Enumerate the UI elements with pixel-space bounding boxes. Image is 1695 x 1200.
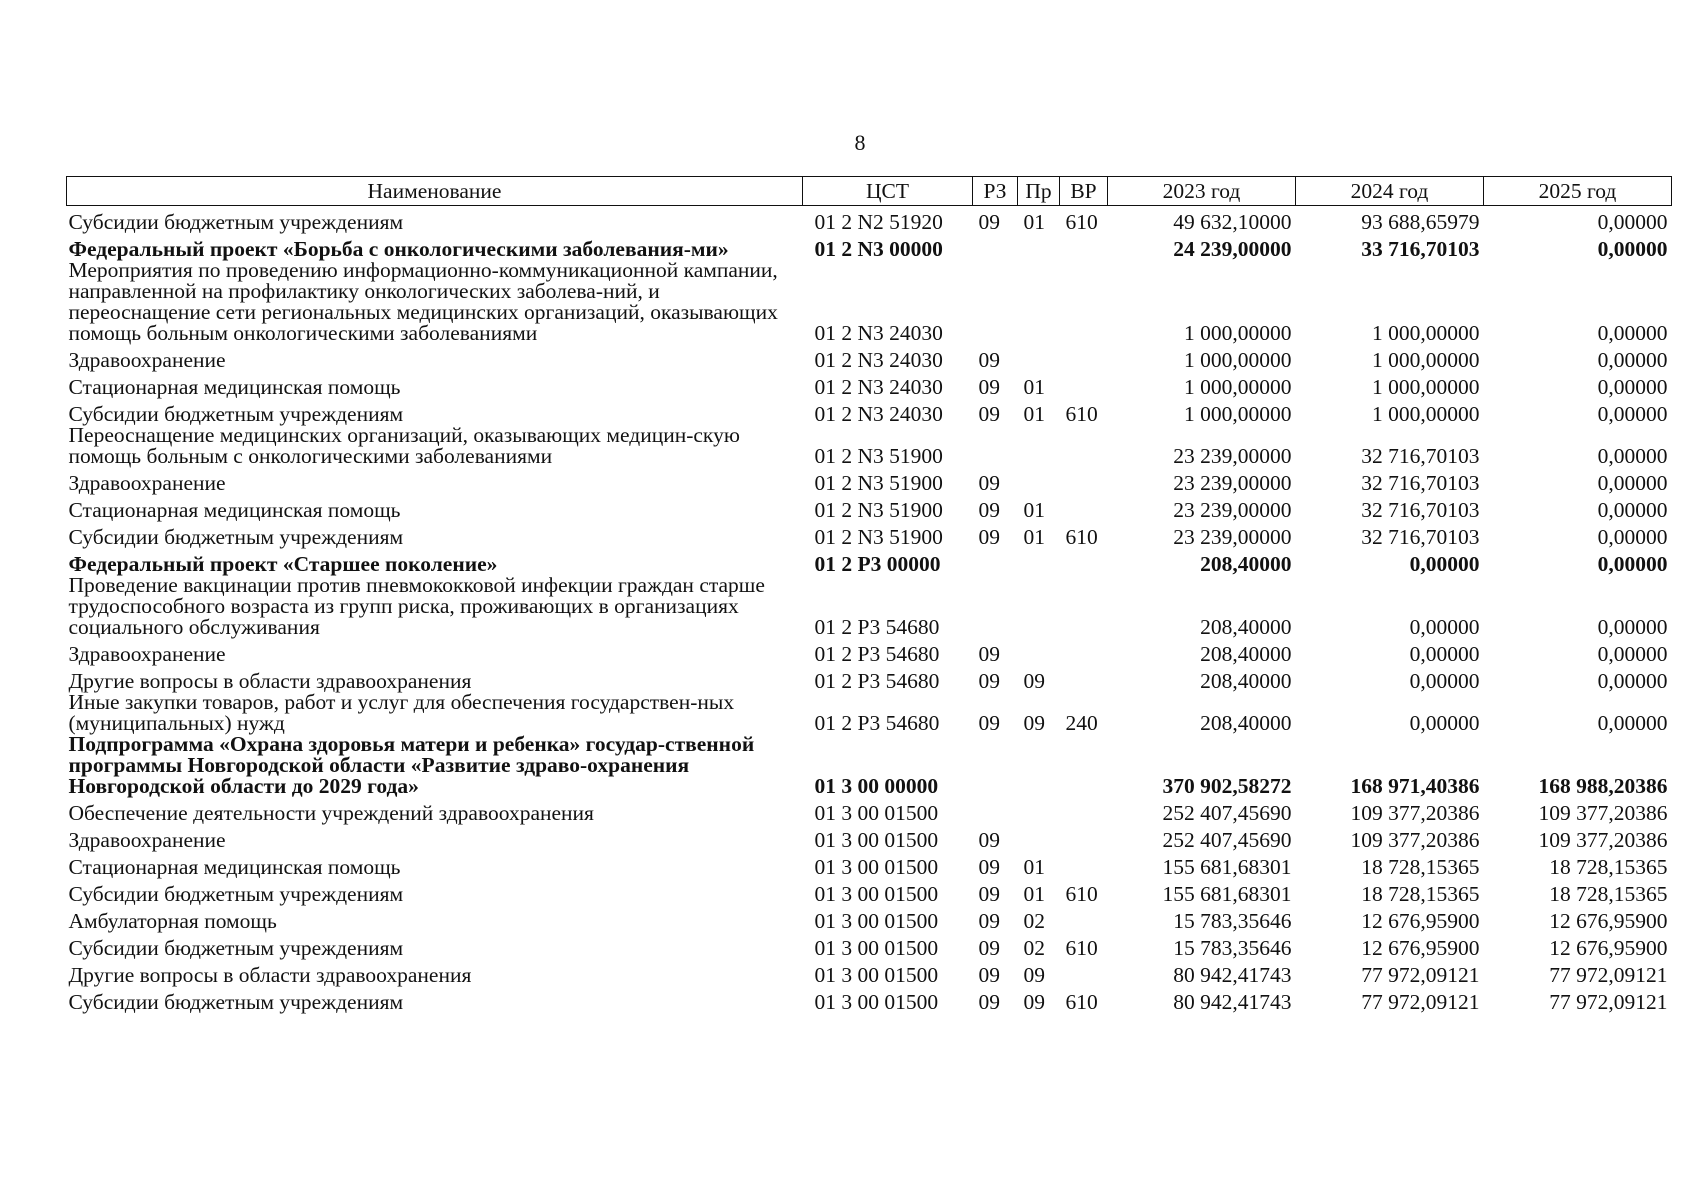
cell-rz: 09 bbox=[978, 642, 1000, 666]
cell-rz: 09 bbox=[978, 963, 1000, 987]
cell-name: Субсидии бюджетным учреждениям bbox=[68, 210, 404, 234]
cell-rz: 09 bbox=[978, 882, 1000, 906]
cell-2025: 0,00000 bbox=[1597, 471, 1668, 495]
cell-vr bbox=[1060, 548, 1108, 575]
cell-pr: 02 bbox=[1023, 909, 1045, 933]
table-body bbox=[67, 206, 1672, 1014]
cell-vr: 610 bbox=[1065, 990, 1098, 1014]
cell-name: Здравоохранение bbox=[68, 642, 226, 666]
cell-cst: 01 3 00 01500 bbox=[814, 828, 939, 852]
cell-2025: 0,00000 bbox=[1597, 552, 1668, 576]
cell-2024: 18 728,15365 bbox=[1361, 855, 1480, 879]
cell-vr bbox=[1060, 905, 1108, 932]
cell-2025: 0,00000 bbox=[1597, 642, 1668, 666]
cell-2024: 32 716,70103 bbox=[1361, 444, 1480, 468]
cell-name: Здравоохранение bbox=[68, 828, 226, 852]
cell-rz: 09 bbox=[978, 936, 1000, 960]
cell-rz bbox=[973, 233, 1018, 260]
cell-vr bbox=[1060, 233, 1108, 260]
header-cst: ЦСТ bbox=[803, 177, 973, 206]
cell-2024: 12 676,95900 bbox=[1361, 936, 1480, 960]
table-row bbox=[67, 824, 1672, 851]
cell-cst: 01 3 00 01500 bbox=[814, 801, 939, 825]
cell-pr: 01 bbox=[1023, 402, 1045, 426]
cell-2023: 24 239,00000 bbox=[1173, 237, 1292, 261]
cell-cst: 01 3 00 01500 bbox=[814, 882, 939, 906]
cell-pr bbox=[1018, 824, 1060, 851]
cell-rz bbox=[973, 548, 1018, 575]
cell-name: Обеспечение деятельности учреждений здравоохранения bbox=[68, 801, 594, 825]
cell-cst: 01 3 00 01500 bbox=[814, 909, 939, 933]
table-row bbox=[67, 665, 1672, 692]
cell-cst: 01 2 N3 51900 bbox=[814, 525, 943, 549]
cell-cst: 01 3 00 00000 bbox=[814, 774, 939, 798]
cell-name: Субсидии бюджетным учреждениям bbox=[68, 990, 404, 1014]
cell-name: Субсидии бюджетным учреждениям bbox=[68, 882, 404, 906]
cell-pr: 01 bbox=[1023, 210, 1045, 234]
cell-name: Субсидии бюджетным учреждениям bbox=[68, 402, 404, 426]
cell-rz bbox=[973, 575, 1018, 638]
table-row bbox=[67, 344, 1672, 371]
table-row bbox=[67, 233, 1672, 260]
cell-2024: 32 716,70103 bbox=[1361, 525, 1480, 549]
cell-2023: 1 000,00000 bbox=[1184, 402, 1292, 426]
cell-2023: 155 681,68301 bbox=[1162, 855, 1292, 879]
cell-cst: 01 2 P3 54680 bbox=[814, 642, 940, 666]
cell-pr: 01 bbox=[1023, 855, 1045, 879]
cell-name: Мероприятия по проведению информационно-коммуникационной кампании, направленной на профилактику онкологических заболева-ний, и переоснащение сети региональных медицинских организаций, оказывающих помощь больным онкологическими заболеваниями bbox=[68, 258, 778, 345]
cell-2025: 0,00000 bbox=[1597, 444, 1668, 468]
table-row bbox=[67, 734, 1672, 797]
cell-2023: 23 239,00000 bbox=[1173, 471, 1292, 495]
cell-2025: 109 377,20386 bbox=[1538, 801, 1668, 825]
cell-name: Амбулаторная помощь bbox=[68, 909, 277, 933]
cell-2024: 77 972,09121 bbox=[1361, 963, 1480, 987]
cell-rz: 09 bbox=[978, 669, 1000, 693]
cell-vr bbox=[1060, 494, 1108, 521]
cell-name: Подпрограмма «Охрана здоровья матери и ребенка» государ-ственной программы Новгородской области «Развитие здраво-охранения Новгородской области до 2029 года» bbox=[68, 732, 755, 798]
cell-2023: 1 000,00000 bbox=[1184, 321, 1292, 345]
cell-vr bbox=[1060, 575, 1108, 638]
cell-2023: 208,40000 bbox=[1200, 711, 1292, 735]
cell-cst: 01 2 P3 54680 bbox=[814, 615, 940, 639]
cell-rz: 09 bbox=[978, 525, 1000, 549]
cell-2023: 23 239,00000 bbox=[1173, 444, 1292, 468]
cell-2025: 0,00000 bbox=[1597, 348, 1668, 372]
cell-vr bbox=[1060, 260, 1108, 344]
cell-vr bbox=[1060, 959, 1108, 986]
cell-name: Переоснащение медицинских организаций, оказывающих медицин-скую помощь больным с онкологическими заболеваниями bbox=[68, 423, 740, 468]
cell-2024: 18 728,15365 bbox=[1361, 882, 1480, 906]
cell-pr bbox=[1018, 638, 1060, 665]
cell-2024: 32 716,70103 bbox=[1361, 471, 1480, 495]
cell-vr bbox=[1060, 797, 1108, 824]
cell-pr: 09 bbox=[1023, 711, 1045, 735]
cell-rz bbox=[973, 260, 1018, 344]
cell-2023: 1 000,00000 bbox=[1184, 348, 1292, 372]
cell-vr: 240 bbox=[1065, 711, 1098, 735]
cell-2025: 12 676,95900 bbox=[1549, 909, 1668, 933]
cell-2023: 80 942,41743 bbox=[1173, 963, 1292, 987]
cell-2025: 0,00000 bbox=[1597, 525, 1668, 549]
cell-cst: 01 2 N3 24030 bbox=[814, 321, 943, 345]
cell-2023: 208,40000 bbox=[1200, 669, 1292, 693]
cell-name: Субсидии бюджетным учреждениям bbox=[68, 525, 404, 549]
cell-name: Проведение вакцинации против пневмококковой инфекции граждан старше трудоспособного возраста из групп риска, проживающих в организациях социального обслуживания bbox=[68, 573, 765, 639]
table-row bbox=[67, 932, 1672, 959]
cell-2023: 252 407,45690 bbox=[1162, 801, 1292, 825]
cell-2024: 32 716,70103 bbox=[1361, 498, 1480, 522]
table-row bbox=[67, 521, 1672, 548]
cell-pr bbox=[1018, 233, 1060, 260]
table-row bbox=[67, 494, 1672, 521]
cell-2024: 1 000,00000 bbox=[1372, 402, 1480, 426]
cell-cst: 01 2 N3 24030 bbox=[814, 348, 943, 372]
cell-cst: 01 3 00 01500 bbox=[814, 963, 939, 987]
cell-name: Субсидии бюджетным учреждениям bbox=[68, 936, 404, 960]
table-row bbox=[67, 575, 1672, 638]
cell-cst: 01 2 P3 54680 bbox=[814, 711, 940, 735]
cell-cst: 01 2 P3 54680 bbox=[814, 669, 940, 693]
cell-name: Стационарная медицинская помощь bbox=[68, 855, 401, 879]
cell-cst: 01 2 N2 51920 bbox=[814, 210, 943, 234]
cell-rz: 09 bbox=[978, 210, 1000, 234]
cell-vr: 610 bbox=[1065, 936, 1098, 960]
page-number: 8 bbox=[854, 130, 866, 155]
cell-name: Федеральный проект «Старшее поколение» bbox=[68, 552, 498, 576]
cell-2024: 1 000,00000 bbox=[1372, 321, 1480, 345]
cell-vr bbox=[1060, 665, 1108, 692]
header-2023: 2023 год bbox=[1108, 177, 1296, 206]
cell-cst: 01 2 N3 51900 bbox=[814, 471, 943, 495]
cell-rz: 09 bbox=[978, 990, 1000, 1014]
table-row bbox=[67, 260, 1672, 344]
header-rz: РЗ bbox=[973, 177, 1018, 206]
cell-2024: 0,00000 bbox=[1409, 669, 1480, 693]
table-row bbox=[67, 371, 1672, 398]
cell-2023: 15 783,35646 bbox=[1173, 909, 1292, 933]
cell-rz: 09 bbox=[978, 711, 1000, 735]
cell-rz: 09 bbox=[978, 375, 1000, 399]
cell-2025: 0,00000 bbox=[1597, 402, 1668, 426]
header-2024: 2024 год bbox=[1296, 177, 1484, 206]
cell-2024: 109 377,20386 bbox=[1350, 801, 1480, 825]
cell-2025: 18 728,15365 bbox=[1549, 855, 1668, 879]
cell-rz: 09 bbox=[978, 828, 1000, 852]
cell-pr bbox=[1018, 548, 1060, 575]
cell-cst: 01 3 00 01500 bbox=[814, 936, 939, 960]
table-row bbox=[67, 959, 1672, 986]
cell-pr bbox=[1018, 467, 1060, 494]
cell-2024: 0,00000 bbox=[1409, 642, 1480, 666]
cell-rz bbox=[973, 734, 1018, 797]
cell-pr: 01 bbox=[1023, 375, 1045, 399]
cell-2023: 208,40000 bbox=[1200, 552, 1292, 576]
table-row bbox=[67, 638, 1672, 665]
cell-name: Здравоохранение bbox=[68, 471, 226, 495]
cell-2023: 370 902,58272 bbox=[1162, 774, 1292, 798]
cell-2025: 0,00000 bbox=[1597, 711, 1668, 735]
cell-vr: 610 bbox=[1065, 882, 1098, 906]
cell-2025: 77 972,09121 bbox=[1549, 990, 1668, 1014]
header-name: Наименование bbox=[67, 177, 803, 206]
cell-pr: 09 bbox=[1023, 669, 1045, 693]
cell-2024: 109 377,20386 bbox=[1350, 828, 1480, 852]
cell-2024: 1 000,00000 bbox=[1372, 348, 1480, 372]
cell-vr bbox=[1060, 851, 1108, 878]
cell-name: Другие вопросы в области здравоохранения bbox=[68, 669, 472, 693]
cell-pr: 02 bbox=[1023, 936, 1045, 960]
table-row bbox=[67, 548, 1672, 575]
table-row bbox=[67, 425, 1672, 467]
table-row bbox=[67, 851, 1672, 878]
budget-table bbox=[66, 176, 1672, 1013]
cell-2025: 0,00000 bbox=[1597, 498, 1668, 522]
table-row bbox=[67, 206, 1672, 234]
cell-2024: 1 000,00000 bbox=[1372, 375, 1480, 399]
cell-2024: 0,00000 bbox=[1409, 552, 1480, 576]
cell-pr bbox=[1018, 425, 1060, 467]
cell-2023: 15 783,35646 bbox=[1173, 936, 1292, 960]
cell-pr bbox=[1018, 575, 1060, 638]
table-row bbox=[67, 692, 1672, 734]
cell-vr bbox=[1060, 425, 1108, 467]
cell-pr: 09 bbox=[1023, 963, 1045, 987]
cell-2024: 168 971,40386 bbox=[1350, 774, 1480, 798]
cell-cst: 01 2 P3 00000 bbox=[814, 552, 941, 576]
cell-pr: 09 bbox=[1023, 990, 1045, 1014]
cell-name: Здравоохранение bbox=[68, 348, 226, 372]
table-row bbox=[67, 467, 1672, 494]
cell-2023: 49 632,10000 bbox=[1173, 210, 1292, 234]
cell-pr bbox=[1018, 260, 1060, 344]
cell-cst: 01 2 N3 51900 bbox=[814, 444, 943, 468]
cell-cst: 01 2 N3 24030 bbox=[814, 402, 943, 426]
cell-cst: 01 3 00 01500 bbox=[814, 990, 939, 1014]
cell-pr: 01 bbox=[1023, 498, 1045, 522]
cell-cst: 01 2 N3 51900 bbox=[814, 498, 943, 522]
cell-2025: 109 377,20386 bbox=[1538, 828, 1668, 852]
cell-name: Стационарная медицинская помощь bbox=[68, 375, 401, 399]
cell-pr bbox=[1018, 797, 1060, 824]
cell-name: Другие вопросы в области здравоохранения bbox=[68, 963, 472, 987]
cell-rz: 09 bbox=[978, 402, 1000, 426]
cell-rz: 09 bbox=[978, 348, 1000, 372]
cell-2024: 33 716,70103 bbox=[1361, 237, 1480, 261]
cell-2023: 155 681,68301 bbox=[1162, 882, 1292, 906]
cell-pr bbox=[1018, 344, 1060, 371]
cell-rz bbox=[973, 797, 1018, 824]
cell-2024: 93 688,65979 bbox=[1361, 210, 1480, 234]
cell-vr bbox=[1060, 344, 1108, 371]
cell-vr: 610 bbox=[1065, 210, 1098, 234]
cell-cst: 01 3 00 01500 bbox=[814, 855, 939, 879]
cell-cst: 01 2 N3 24030 bbox=[814, 375, 943, 399]
cell-2023: 23 239,00000 bbox=[1173, 498, 1292, 522]
table-row bbox=[67, 905, 1672, 932]
header-pr: Пр bbox=[1018, 177, 1060, 206]
header-vr: ВР bbox=[1060, 177, 1108, 206]
cell-rz: 09 bbox=[978, 471, 1000, 495]
cell-2025: 0,00000 bbox=[1597, 321, 1668, 345]
cell-2025: 168 988,20386 bbox=[1538, 774, 1668, 798]
cell-2023: 23 239,00000 bbox=[1173, 525, 1292, 549]
cell-vr bbox=[1060, 734, 1108, 797]
cell-rz: 09 bbox=[978, 855, 1000, 879]
cell-rz: 09 bbox=[978, 909, 1000, 933]
table-row bbox=[67, 878, 1672, 905]
cell-vr: 610 bbox=[1065, 525, 1098, 549]
cell-pr: 01 bbox=[1023, 882, 1045, 906]
cell-2024: 0,00000 bbox=[1409, 615, 1480, 639]
cell-2024: 12 676,95900 bbox=[1361, 909, 1480, 933]
cell-name: Федеральный проект «Борьба с онкологическими заболевания-ми» bbox=[68, 237, 729, 261]
cell-2025: 0,00000 bbox=[1597, 669, 1668, 693]
cell-2025: 77 972,09121 bbox=[1549, 963, 1668, 987]
table-row bbox=[67, 986, 1672, 1013]
cell-rz bbox=[973, 425, 1018, 467]
cell-vr bbox=[1060, 638, 1108, 665]
cell-cst: 01 2 N3 00000 bbox=[814, 237, 943, 261]
cell-vr bbox=[1060, 824, 1108, 851]
cell-2025: 0,00000 bbox=[1597, 210, 1668, 234]
cell-2023: 1 000,00000 bbox=[1184, 375, 1292, 399]
cell-2025: 0,00000 bbox=[1597, 615, 1668, 639]
cell-2025: 18 728,15365 bbox=[1549, 882, 1668, 906]
cell-name: Иные закупки товаров, работ и услуг для обеспечения государствен-ных (муниципальных) нужд bbox=[68, 690, 735, 735]
cell-rz: 09 bbox=[978, 498, 1000, 522]
cell-2025: 12 676,95900 bbox=[1549, 936, 1668, 960]
header-2025: 2025 год bbox=[1484, 177, 1672, 206]
cell-vr: 610 bbox=[1065, 402, 1098, 426]
cell-2023: 252 407,45690 bbox=[1162, 828, 1292, 852]
cell-2023: 208,40000 bbox=[1200, 642, 1292, 666]
cell-2023: 80 942,41743 bbox=[1173, 990, 1292, 1014]
cell-vr bbox=[1060, 371, 1108, 398]
table-row bbox=[67, 797, 1672, 824]
cell-name: Стационарная медицинская помощь bbox=[68, 498, 401, 522]
table-header-row bbox=[67, 177, 1672, 206]
cell-2023: 208,40000 bbox=[1200, 615, 1292, 639]
cell-2025: 0,00000 bbox=[1597, 375, 1668, 399]
table-row bbox=[67, 398, 1672, 425]
cell-pr bbox=[1018, 734, 1060, 797]
cell-pr: 01 bbox=[1023, 525, 1045, 549]
cell-2024: 0,00000 bbox=[1409, 711, 1480, 735]
cell-2025: 0,00000 bbox=[1597, 237, 1668, 261]
cell-vr bbox=[1060, 467, 1108, 494]
cell-2024: 77 972,09121 bbox=[1361, 990, 1480, 1014]
